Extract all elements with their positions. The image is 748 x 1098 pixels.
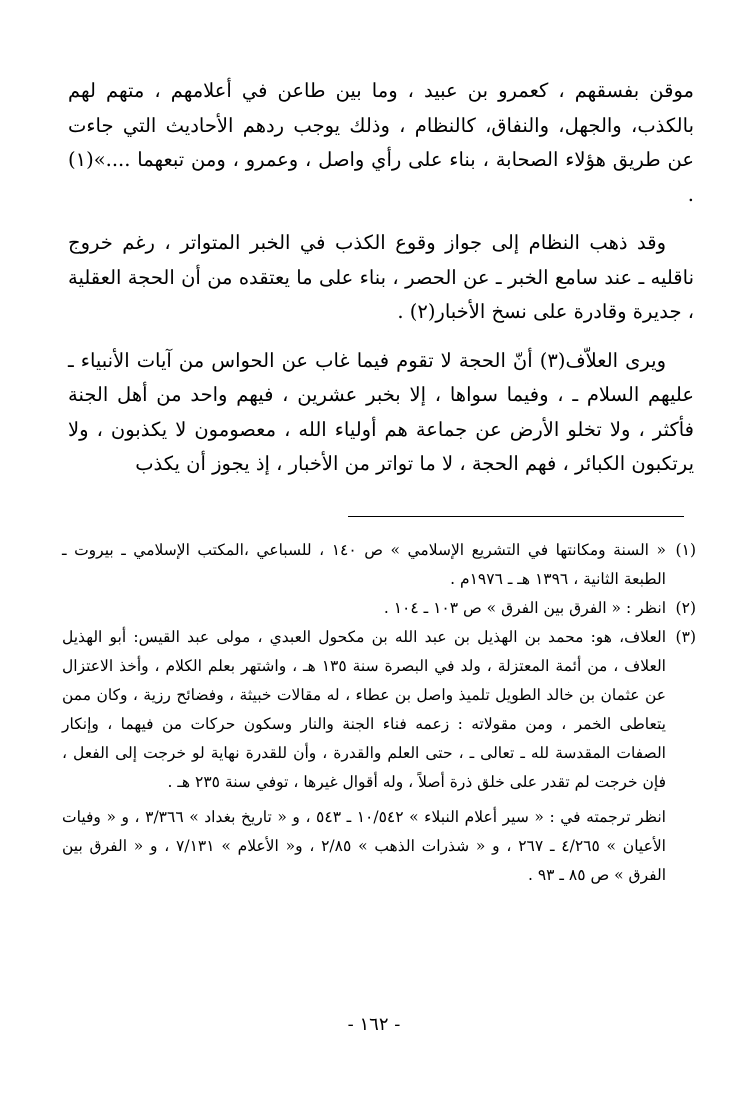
- footnote-number: (٢): [675, 599, 696, 617]
- footnote-number: (١): [675, 541, 696, 559]
- footnotes: [62, 536, 696, 890]
- footnote-number: (٣): [675, 628, 696, 646]
- footnote-separator: [348, 516, 684, 517]
- footnote-1: [62, 536, 696, 594]
- footnote-references: انظر ترجمته في : « سير أعلام النبلاء » ١٠/٥٤٢ ـ ٥٤٣ ، و « تاريخ بغداد » ٣/٣٦٦ ، و « وفيات الأعيان » ٤/٢٦٥ ـ ٢٦٧ ، و « شذرات الذهب » ٢/٨٥ ، و« الأعلام » ٧/١٣١ ، و « الفرق بين الفرق » ص ٨٥ ـ ٩٣ .: [62, 808, 666, 884]
- main-text: [68, 74, 694, 482]
- paragraph-3: ويرى العلاّف(٣) أنّ الحجة لا تقوم فيما غاب عن الحواس من آيات الأنبياء ـ عليهم السلام ـ ، وفيما سواها ، إلا بخبر عشرين ، فيهم واحد من أهل الجنة فأكثر ، ولا تخلو الأرض عن جماعة هم أولياء الله ، معصومون لا يكذبون ، ولا يرتكبون الكبائر ، فهم الحجة ، لا ما تواتر من الأخبار ، إذ يجوز أن يكذب: [68, 348, 694, 475]
- footnote-text: انظر : « الفرق بين الفرق » ص ١٠٣ ـ ١٠٤ .: [383, 599, 666, 617]
- footnote-2: [62, 594, 696, 623]
- page-number: - ١٦٢ -: [347, 1014, 401, 1035]
- footnote-text: « السنة ومكانتها في التشريع الإسلامي » ص ١٤٠ ، للسباعي ،المكتب الإسلامي ـ بيروت ـ الطبعة الثانية ، ١٣٩٦ هـ ـ ١٩٧٦م .: [62, 541, 666, 588]
- paragraph-2: وقد ذهب النظام إلى جواز وقوع الكذب في الخبر المتواتر ، رغم خروج ناقليه ـ عند سامع الخبر ـ عن الحصر ، بناء على ما يعتقده من أن الحجة العقلية ، جديرة وقادرة على نسخ الأخبار(٢) .: [68, 231, 694, 323]
- footnote-text: العلاف، هو: محمد بن الهذيل بن عبد الله بن مكحول العبدي ، مولى عبد القيس: أبو الهذيل العلاف ، من أئمة المعتزلة ، ولد في البصرة سنة ١٣٥ هـ ، واشتهر بعلم الكلام ، وأخذ الاعتزال عن عثمان بن خالد الطويل تلميذ واصل بن عطاء ، له مقالات خبيثة ، وفضائح رزية ، وكان ممن يتعاطى الخمر ، ومن مقولاته : زعمه فناء الجنة والنار وسكون حركات من فيهما ، وإنكار الصفات المقدسة لله ـ تعالى ـ ، حتى العلم والقدرة ، وأن للقدرة نهاية لو خرجت إلى الفعل ، فإن خرجت لم تقدر على خلق ذرة أصلاً ، وله أقوال غيرها ، توفي سنة ٢٣٥ هـ .: [62, 628, 666, 791]
- footnote-3: [62, 623, 696, 797]
- paragraph-1: موقن بفسقهم ، كعمرو بن عبيد ، وما بين طاعن في أعلامهم ، متهم لهم بالكذب، والجهل، والنفاق، كالنظام ، وذلك يوجب ردهم الأحاديث التي جاءت عن طريق هؤلاء الصحابة ، بناء على رأي واصل ، وعمرو ، ومن تبعهما ....»(١) .: [68, 79, 694, 206]
